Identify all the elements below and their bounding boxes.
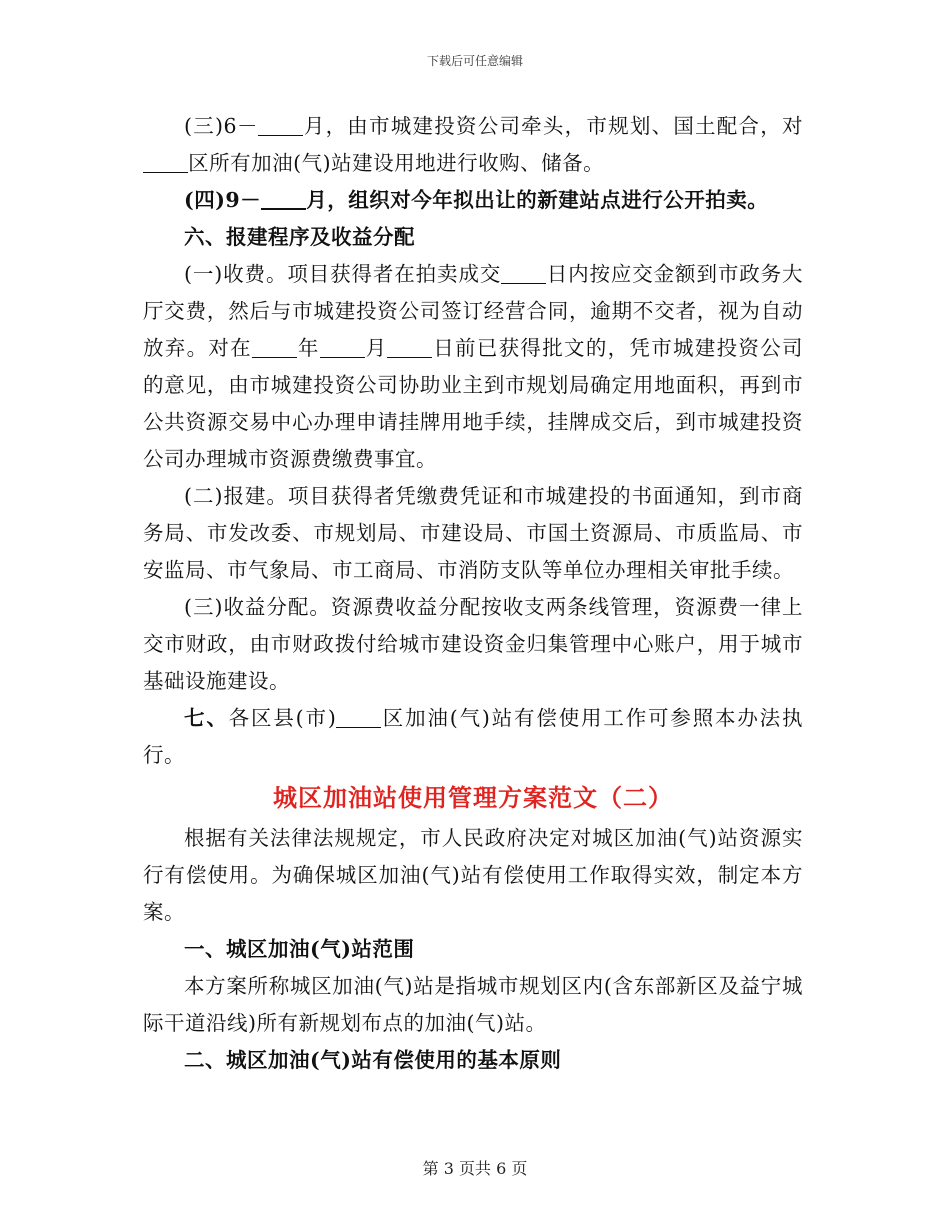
- text-segment: 月: [364, 336, 388, 360]
- text-segment: 年: [297, 336, 320, 360]
- fill-blank: [501, 263, 546, 285]
- fill-blank: [336, 707, 381, 729]
- fill-blank: [258, 115, 303, 137]
- paragraph-3-3: [143, 108, 803, 182]
- intro-paragraph: 根据有关法律法规规定，市人民政府决定对城区加油(气)站资源实行有偿使用。为确保城区加油(气)站有偿使用工作取得实效，制定本方案。: [143, 826, 803, 924]
- fill-blank: [143, 152, 188, 174]
- text-segment: (四)9－: [184, 188, 262, 212]
- fill-blank: [387, 337, 432, 359]
- fill-blank: [320, 337, 365, 359]
- text-segment: 七、: [184, 706, 229, 730]
- text-segment: 日前已获得批文的，凭市城建投资公司的意见，由市城建投资公司协助业主到市规划局确定用地面积，再到市公共资源交易中心办理申请挂牌用地手续，挂牌成交后，到市城建投资公司办理城市资源费缴费事宜。: [143, 336, 803, 471]
- fill-blank: [261, 188, 306, 211]
- page-footer: 第 3 页共 6 页: [422, 1159, 528, 1178]
- text-segment: 区所有加油(气)站建设用地进行收购、储备。: [188, 151, 605, 175]
- text-segment: 区加油(气)站有偿使用工作可参照本办法执行。: [143, 706, 804, 767]
- paragraph-1-body: 本方案所称城区加油(气)站是指城市规划区内(含东部新区及益宁城际干道沿线)所有新规划布点的加油(气)站。: [143, 974, 803, 1035]
- text-segment: 日内按应交金额到市政务大厅交费，然后与市城建投资公司签订经营合同，逾期不交者，视为自动放弃。对在: [143, 262, 804, 360]
- text-segment: 月，组织对今年拟出让的新建站点进行公开拍卖。: [306, 188, 769, 212]
- text-segment: 月，由市城建投资公司牵头，市规划、国土配合，对: [303, 114, 803, 138]
- section-heading-1: 一、城区加油(气)站范围: [184, 937, 415, 961]
- text-segment: (一)收费。项目获得者在拍卖成交: [184, 262, 502, 286]
- section-heading-6: 六、报建程序及收益分配: [184, 225, 415, 249]
- text-segment: 各区县(市): [228, 706, 337, 730]
- page-header: 下载后可任意编辑: [426, 54, 523, 68]
- paragraph-6-1: [143, 256, 803, 478]
- paragraph-6-2: (二)报建。项目获得者凭缴费凭证和市城建投的书面通知，到市商务局、市发改委、市规划局、市建设局、市国土资源局、市质监局、市安监局、市气象局、市工商局、市消防支队等单位办理相关审批手续。: [143, 484, 803, 582]
- paragraph-6-3: (三)收益分配。资源费收益分配按收支两条线管理，资源费一律上交市财政，由市财政拨付给城市建设资金归集管理中心账户，用于城市基础设施建设。: [143, 595, 803, 693]
- text-segment: (三)6－: [184, 114, 259, 138]
- paragraph-3-4: [143, 182, 803, 219]
- section-heading-2: 二、城区加油(气)站有偿使用的基本原则: [184, 1048, 562, 1072]
- fill-blank: [252, 337, 297, 359]
- section-title: 城区加油站使用管理方案范文（二）: [273, 783, 673, 812]
- document-body: [143, 108, 803, 1079]
- paragraph-7: [143, 700, 803, 774]
